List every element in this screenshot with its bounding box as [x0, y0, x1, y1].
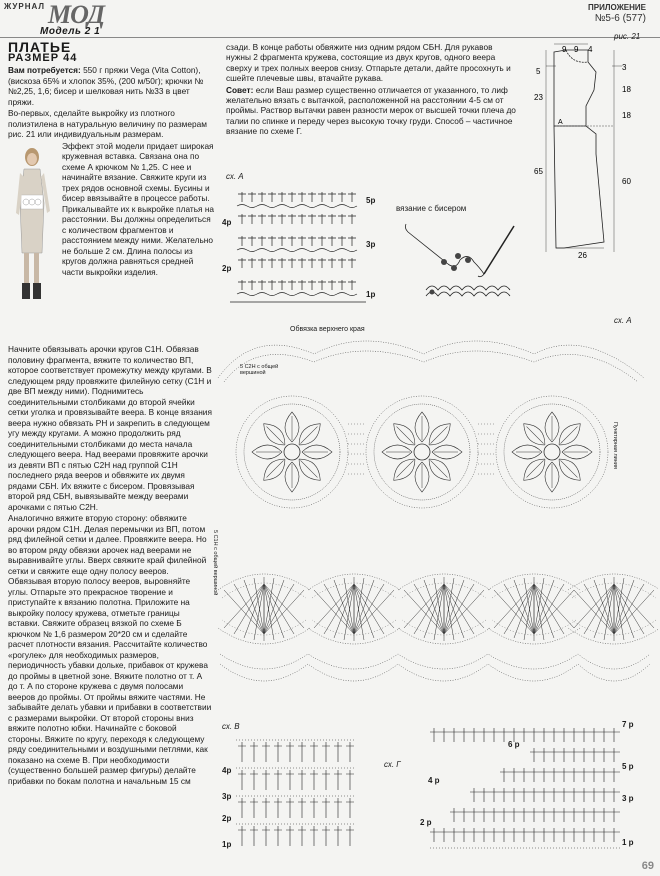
dim-65: 65: [534, 167, 543, 176]
magazine-label: ЖУРНАЛ: [4, 2, 46, 11]
header-divider: [0, 37, 660, 38]
magazine-logo: МОД: [48, 0, 105, 29]
edge-side-note: Пунктирная линия: [612, 422, 618, 469]
left-bottom-text: [8, 344, 212, 787]
supplement-label: ПРИЛОЖЕНИЕ: [588, 3, 646, 12]
article-size: РАЗМЕР 44: [8, 51, 78, 64]
c2h-note: 5 С2Н с общей вершиной: [240, 364, 279, 376]
scheme-g: [424, 712, 620, 860]
dim-60: 60: [622, 177, 631, 186]
materials: [8, 65, 216, 107]
tip-text: если Ваш размер существенно отличается от указанного, то лиф желательно вязать с вытачкой, расположенной на расстоянии 4-5 см от проймы. Раствор вытачки равен разности мерок от высшей точки плеча до талии по спинке и переду через высокую точку груди. Способ – частичное вязание по схеме Г.: [226, 84, 516, 137]
model-photo: [12, 143, 58, 303]
row-label-b-4: 4р: [222, 766, 232, 775]
tip-paragraph: [226, 85, 516, 137]
materials-lead: Вам потребуется:: [8, 65, 81, 75]
scheme-b: [232, 732, 362, 852]
row-label-g-4: 4 р: [428, 776, 440, 785]
middle-column: [226, 42, 516, 138]
bead-knitting-label: вязание с бисером: [396, 204, 467, 213]
row-label-a-4: 4р: [222, 218, 232, 227]
figure-21-label: рис. 21: [614, 32, 641, 41]
page-header: [0, 0, 660, 38]
row-label-a-5: 5р: [366, 196, 376, 205]
row-label-a-1: 1р: [366, 290, 376, 299]
materials-text: 550 г пряжи Vega (Vita Cotton), (вискоза 65% и хлопок 35%, (200 м/50г); крючки №№2,25, 1,6; бисер и шелковая нить №33 в цвет пряжи.: [8, 65, 204, 107]
scheme-a-small-label: сх. А: [226, 172, 244, 181]
row-label-b-3: 3р: [222, 792, 232, 801]
left-column: [8, 39, 216, 305]
row-label-g-6: 6 р: [508, 740, 520, 749]
scheme-a-small: [222, 182, 372, 310]
paragraph-4: Аналогично вяжите вторую сторону: обвяжите арочки рядом С1Н. Делая перемычки из ВП, потом ряд филейной сетки и далее. Провяжите веера. Но во втором ряду обвязки арочек над веерами не выравнивайте углы. Вверх свяжите край филейной сетки и свяжите еще одну полосу вееров. Обвязывая вторую полосу вееров, выровняйте углы. Отпарьте это прекрасное творение и приступайте к вязанию полотна. Приложите на выкройку полосу кружева, отметьте границы вставки. Свяжите образец вязкой по схеме Б крючком № 1,6 размером 20*20 см и сделайте расчет плотности вязания. Рассчитайте количество «рогулек» для необходимых размеров, периодичность убавки дольке, прибавок от кружева до проймы в цветной зоне. Вяжите полотно от т. А до т. А по стороне кружева с двумя полосами вееров до проймы. От проймы вяжите частями. Не забывайте делать убавки и прибавки в соответствии с размерами выкройки. От второй стороны вниз вяжите полотно юбки. Начинайте с боковой стороны. Вяжите по кругу, переходя к следующему ряду соединительными и воздушными петлями, как показано на схеме В. При необходимости (существенно большей размер фигуры) делайте прибавки по бокам полотна и начальным 15 см: [8, 513, 212, 786]
dim-23: 23: [534, 93, 543, 102]
dress-pattern-diagram: [526, 42, 656, 268]
row-label-b-1: 1р: [222, 840, 232, 849]
paragraph-2: [8, 141, 216, 278]
scheme-g-label: сх. Г: [384, 760, 401, 769]
page-number: 69: [641, 860, 654, 872]
tip-lead: Совет:: [226, 84, 254, 95]
point-a: A: [558, 119, 563, 126]
dim-4: 4: [588, 45, 593, 54]
dim-9a: 9: [562, 45, 567, 54]
scheme-b-label: сх. В: [222, 722, 240, 731]
dim-26: 26: [578, 251, 587, 260]
supplement-info: [588, 2, 646, 24]
scheme-a-lace-insert: [214, 334, 658, 700]
dim-5: 5: [536, 67, 541, 76]
paragraph-2-text: Эффект этой модели придает широкая кружевная вставка. Связана она по схеме А крючком № 1,25. С нее и начинайте вязание. Свяжите круги из трех рядов основной схемы. Бусины и бисер ввязывайте в процессе работы. Прикалывайте их к выкройке платья на расстоянии. Вы должны определиться с количеством фрагментов и расстоянием между ними. Желательно не больше 2 см. Длина полосы из кругов должна равняться средней части выкройки изделия.: [62, 140, 215, 277]
bead-knitting-illustration: [396, 216, 536, 312]
dim-9b: 9: [574, 45, 579, 54]
c1h-note: 5 С1Н с общей вершиной: [212, 530, 218, 596]
model-label: Модель 2 1: [40, 26, 101, 37]
row-label-a-3: 3р: [366, 240, 376, 249]
row-label-b-2: 2р: [222, 814, 232, 823]
paragraph-1: Во-первых, сделайте выкройку из плотного полиэтилена в натуральную величину по размерам рис. 21 или индивидуальным размерам.: [8, 108, 207, 139]
row-label-g-3: 3 р: [622, 794, 634, 803]
issue-number: №5-6 (577): [594, 13, 646, 24]
article-title: ПЛАТЬЕ: [8, 39, 72, 55]
row-label-g-5: 5 р: [622, 762, 634, 771]
dim-3: 3: [622, 63, 627, 72]
row-label-a-2: 2р: [222, 264, 232, 273]
dim-18a: 18: [622, 85, 631, 94]
paragraph-3: Начните обвязывать арочки кругов С1Н. Обвязав половину фрагмента, вяжите то количество ВП, которое соответствует промежутку между кругами. В следующем ряду провяжите филейную сетку (С1Н и две ВП между ними). Поднимитесь соединительными столбиками до второй ячейки сетки уголка и провязывайте веера. В конце вязания веера нужно обвязать РН и закрепить в следующем угу между кругами. А можно продолжить ряд соединительными столбиками до места начала следующего веера. Над веерами провяжите арочки из девяти ВП с пятью С2Н над группой С1Н последнего ряда вееров и обвяжите их двумя рядами СБН. Их вяжите с бисером. Провязывая второй ряд СБН, вывязывайте между веерами арочками с пятью С2Н.: [8, 344, 212, 512]
row-label-g-2: 2 р: [420, 818, 432, 827]
top-edge-label: Обвязка верхнего края: [290, 326, 365, 333]
row-label-g-7: 7 р: [622, 720, 634, 729]
row-label-g-1: 1 р: [622, 838, 634, 847]
dim-18b: 18: [622, 111, 631, 120]
scheme-a-label: сх. А: [614, 316, 632, 325]
mid-paragraph: сзади. В конце работы обвяжите низ одним рядом СБН. Для рукавов нужны 2 фрагмента кружева, состоящие из двух кругов, одного веера сверху и трех полных вееров снизу. Отпарьте детали, дайте просохнуть и сшейте плечевые швы, втачайте рукава.: [226, 42, 511, 84]
